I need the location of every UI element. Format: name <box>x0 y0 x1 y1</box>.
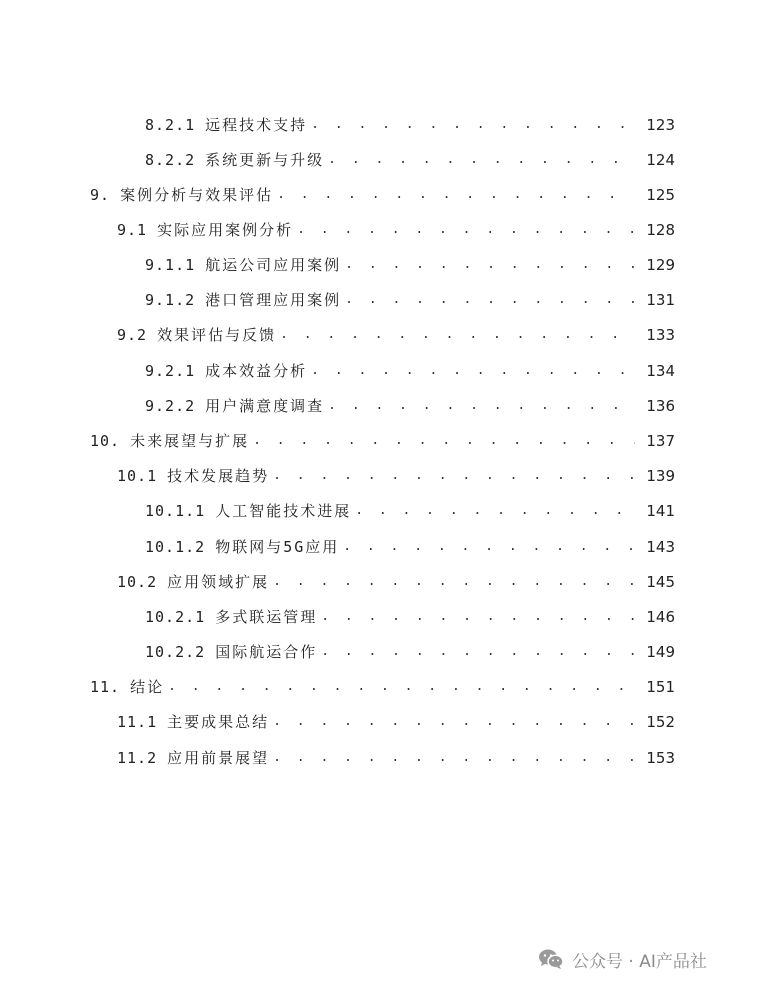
toc-dot-leader <box>277 180 635 210</box>
toc-entry-title: 国际航运合作 <box>215 643 318 661</box>
toc-dot-leader <box>328 391 635 421</box>
toc-entry-number: 10.2.1 <box>145 608 206 626</box>
toc-entry-9-1[interactable] <box>117 215 675 245</box>
toc-entry-page: 124 <box>646 151 675 169</box>
toc-entry-page: 123 <box>646 116 675 134</box>
toc-entry-10[interactable] <box>90 426 675 456</box>
toc-entry-page: 149 <box>646 643 675 661</box>
toc-entry-title: 系统更新与升级 <box>205 151 325 169</box>
toc-dot-leader <box>168 672 635 702</box>
toc-entry-11[interactable] <box>90 672 675 702</box>
toc-entry-title: 远程技术支持 <box>205 116 308 134</box>
toc-entry-number: 9.1.2 <box>145 291 196 309</box>
toc-entry-page: 128 <box>646 221 675 239</box>
toc-entry-title: 应用领域扩展 <box>167 573 270 591</box>
toc-entry-9[interactable] <box>90 180 675 210</box>
toc-dot-leader <box>321 637 635 667</box>
toc-entry-8-2-1[interactable] <box>145 110 675 140</box>
toc-entry-number: 10. <box>90 432 121 450</box>
toc-entry-10-1-2[interactable] <box>145 532 675 562</box>
toc-entry-number: 9.2.1 <box>145 362 196 380</box>
toc-entry-number: 9.1.1 <box>145 256 196 274</box>
toc-entry-title: 结论 <box>130 678 165 696</box>
toc-dot-leader <box>273 567 635 597</box>
toc-entry-page: 131 <box>646 291 675 309</box>
wechat-icon <box>538 948 564 970</box>
toc-entry-title: 未来展望与扩展 <box>130 432 250 450</box>
toc-dot-leader <box>343 532 635 562</box>
toc-entry-9-1-1[interactable] <box>145 250 675 280</box>
toc-entry-title: 主要成果总结 <box>167 713 270 731</box>
toc-entry-number: 10.2 <box>117 573 158 591</box>
toc-entry-11-1[interactable] <box>117 707 675 737</box>
toc-dot-leader <box>311 356 635 386</box>
toc-dot-leader <box>253 426 635 456</box>
toc-entry-number: 11.2 <box>117 749 158 767</box>
toc-entry-page: 152 <box>646 713 675 731</box>
toc-entry-number: 8.2.2 <box>145 151 196 169</box>
toc-entry-number: 9. <box>90 186 111 204</box>
toc-entry-page: 129 <box>646 256 675 274</box>
toc-dot-leader <box>273 743 635 773</box>
toc-entry-number: 11. <box>90 678 121 696</box>
toc-entry-page: 143 <box>646 538 675 556</box>
toc-entry-number: 10.1.1 <box>145 502 206 520</box>
toc-entry-title: 航运公司应用案例 <box>205 256 342 274</box>
toc-entry-page: 133 <box>646 326 675 344</box>
toc-entry-page: 136 <box>646 397 675 415</box>
toc-entry-10-2-2[interactable] <box>145 637 675 667</box>
toc-entry-page: 137 <box>646 432 675 450</box>
toc-entry-8-2-2[interactable] <box>145 145 675 175</box>
toc-entry-10-2[interactable] <box>117 567 675 597</box>
toc-entry-page: 134 <box>646 362 675 380</box>
toc-dot-leader <box>273 461 635 491</box>
toc-dot-leader <box>311 110 635 140</box>
toc-entry-number: 11.1 <box>117 713 158 731</box>
toc-entry-page: 146 <box>646 608 675 626</box>
toc-entry-number: 9.1 <box>117 221 148 239</box>
watermark-text: 公众号 · AI产品社 <box>572 951 707 972</box>
toc-entry-number: 10.1.2 <box>145 538 206 556</box>
toc-dot-leader <box>280 320 635 350</box>
toc-dot-leader <box>345 285 635 315</box>
toc-entry-page: 151 <box>646 678 675 696</box>
toc-entry-9-2-2[interactable] <box>145 391 675 421</box>
toc-entry-number: 9.2.2 <box>145 397 196 415</box>
toc-entry-page: 139 <box>646 467 675 485</box>
watermark <box>538 945 707 973</box>
toc-entry-10-1-1[interactable] <box>145 496 675 526</box>
toc-entry-title: 技术发展趋势 <box>167 467 270 485</box>
toc-entry-page: 153 <box>646 749 675 767</box>
toc-dot-leader <box>321 602 635 632</box>
toc-entry-10-1[interactable] <box>117 461 675 491</box>
toc-entry-9-1-2[interactable] <box>145 285 675 315</box>
toc-entry-11-2[interactable] <box>117 743 675 773</box>
toc-entry-9-2-1[interactable] <box>145 356 675 386</box>
toc-dot-leader <box>345 250 635 280</box>
toc-entry-title: 效果评估与反馈 <box>157 326 277 344</box>
toc-entry-title: 港口管理应用案例 <box>205 291 342 309</box>
toc-entry-title: 应用前景展望 <box>167 749 270 767</box>
toc-entry-title: 用户满意度调查 <box>205 397 325 415</box>
toc-entry-number: 8.2.1 <box>145 116 196 134</box>
toc-entry-number: 10.1 <box>117 467 158 485</box>
toc-dot-leader <box>355 496 635 526</box>
toc-entry-page: 125 <box>646 186 675 204</box>
toc-dot-leader <box>273 707 635 737</box>
toc-entry-10-2-1[interactable] <box>145 602 675 632</box>
toc-entry-title: 成本效益分析 <box>205 362 308 380</box>
toc-entry-title: 多式联运管理 <box>215 608 318 626</box>
toc-dot-leader <box>297 215 635 245</box>
toc-entry-number: 9.2 <box>117 326 148 344</box>
toc-entry-title: 实际应用案例分析 <box>157 221 294 239</box>
toc-entry-number: 10.2.2 <box>145 643 206 661</box>
toc-entry-title: 人工智能技术进展 <box>215 502 352 520</box>
toc-entry-page: 145 <box>646 573 675 591</box>
toc-entry-page: 141 <box>646 502 675 520</box>
toc-entry-title: 案例分析与效果评估 <box>120 186 274 204</box>
toc-entry-9-2[interactable] <box>117 320 675 350</box>
toc-dot-leader <box>328 145 635 175</box>
toc-entry-title: 物联网与5G应用 <box>215 538 340 556</box>
